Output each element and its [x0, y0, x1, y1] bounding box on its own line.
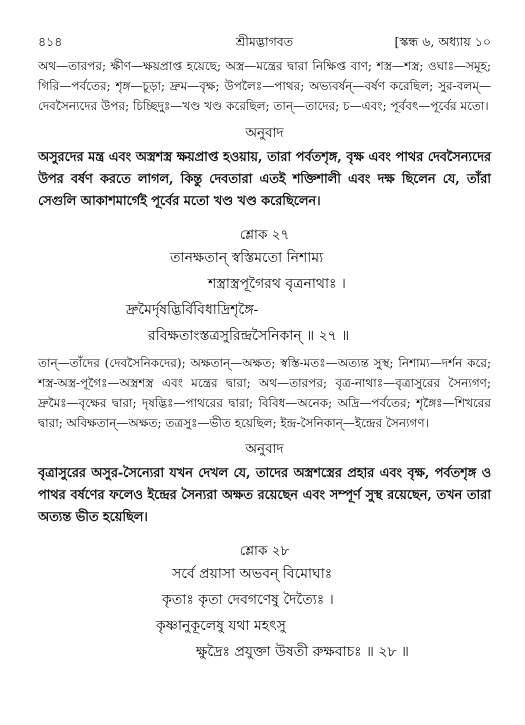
page-number: ৪১৪ — [38, 34, 63, 49]
book-title: শ্রীমদ্ভাগবত — [235, 34, 294, 49]
page-header — [38, 34, 491, 56]
verse-27-title: শ্লোক ২৭ — [239, 226, 290, 243]
word-meanings-27: তান্—তাঁদের (দেবসৈনিকদের); অক্ষতান্—অক্ষত; স্বস্তি-মতঃ—অত্যন্ত সুস্থ; নিশাম্য—দর্শন করে; শস্ত্র-অস্ত্র-পূগৈঃ—অস্ত্রশস্ত্র এবং মন্ত্রের দ্বারা; অথ—তারপর; বৃত্র-নাথাঃ—বৃত্রাসুরের সৈন্যগণ; দ্রুমৈঃ—বৃক্ষের দ্বারা; দৃষদ্ভিঃ—পাথরের দ্বারা; বিবিধ—অনেক; অদ্রি—পর্বতের; শৃঙ্গৈঃ—শিখরের দ্বারা; অবিক্ষতান্—অক্ষত; তত্রসুঃ—ভীত হয়েছিল; ইন্দ্র-সৈনিকান্—ইন্দ্রের সৈন্যগণ। — [38, 355, 491, 431]
verse-28-line-1: সর্বে প্রয়াসা অভবন্ বিমোঘাঃ — [172, 566, 333, 583]
verse-27-text — [38, 245, 491, 349]
translation-26: অসুরদের মন্ত্র এবং অস্ত্রশস্ত্র ক্ষয়প্রাপ্ত হওয়ায়, তারা পর্বতশৃঙ্গ, বৃক্ষ এবং পাথর দেবসৈন্যদের উপর বর্ষণ করতে লাগল, কিন্তু দেবতারা এতই শক্তিশালী এবং দক্ষ ছিলেন যে, তাঁরা সেগুলি আকাশমার্গেই পূর্বের মতো খণ্ড খণ্ড করেছিলেন। — [38, 149, 491, 209]
translation-heading-27: অনুবাদ — [245, 441, 284, 458]
verse-27-line-1: তানক্ষতান্ স্বস্তিমতো নিশাম্য — [170, 249, 324, 266]
word-meanings-26: অথ—তারপর; ক্ষীণ—ক্ষয়প্রাপ্ত হয়েছে; অস্ত্র—মন্ত্রের দ্বারা নিক্ষিপ্ত বাণ; শস্ত্র—শস্ত্র; ওঘাঃ—সমূহ; গিরি—পর্বতের; শৃঙ্গ—চূড়া; দ্রুম—বৃক্ষ; উপলৈঃ—পাথর; অভ্যবর্ষন্—বর্ষণ করেছিল; সুর-বলম্—দেবসৈন্যদের উপর; চিচ্ছিদুঃ—খণ্ড খণ্ড করেছিল; তান্—তাদের; চ—এবং; পূর্ববৎ—পূর্বের মতো। — [38, 59, 491, 114]
verse-27-line-3: দ্রুমৈর্দৃষদ্ভির্বিবিধাদ্রিশৃঙ্গৈ- — [126, 301, 259, 318]
verse-28-text — [38, 561, 491, 665]
verse-28-line-2: কৃতাঃ কৃতা দেবগণেষু দৈত্যৈঃ । — [162, 592, 334, 609]
verse-27-line-2: শস্ত্রাস্ত্রপূগৈরথ বৃত্রনাথাঃ । — [208, 275, 346, 292]
translation-27: বৃত্রাসুরের অসুর-সৈন্যেরা যখন দেখল যে, তাদের অস্ত্রশস্ত্রের প্রহার এবং বৃক্ষ, পর্বতশৃঙ্গ ও পাথর বর্ষণের ফলেও ইন্দ্রের সৈন্যরা অক্ষত রয়েছেন এবং সম্পূর্ণ সুস্থ রয়েছেন, তখন তারা অত্যন্ত ভীত হয়েছিল। — [38, 466, 491, 526]
verse-27-line-4: রবিক্ষতাংস্তত্রসুরিন্দ্রসৈনিকান্ ॥ ২৭ ॥ — [148, 327, 350, 344]
verse-28-line-4: ক্ষুদ্রৈঃ প্রযুক্তা উষতী রুক্ষবাচঃ ॥ ২৮ ॥ — [196, 644, 409, 661]
translation-heading-26: অনুবাদ — [245, 124, 284, 141]
chapter-reference: [স্কন্ধ ৬, অধ্যায় ১০ — [394, 34, 491, 49]
verse-28-line-3: কৃষ্ণানুকূলেষু যথা মহৎসু — [156, 618, 286, 635]
verse-28-title: শ্লোক ২৮ — [239, 543, 290, 560]
